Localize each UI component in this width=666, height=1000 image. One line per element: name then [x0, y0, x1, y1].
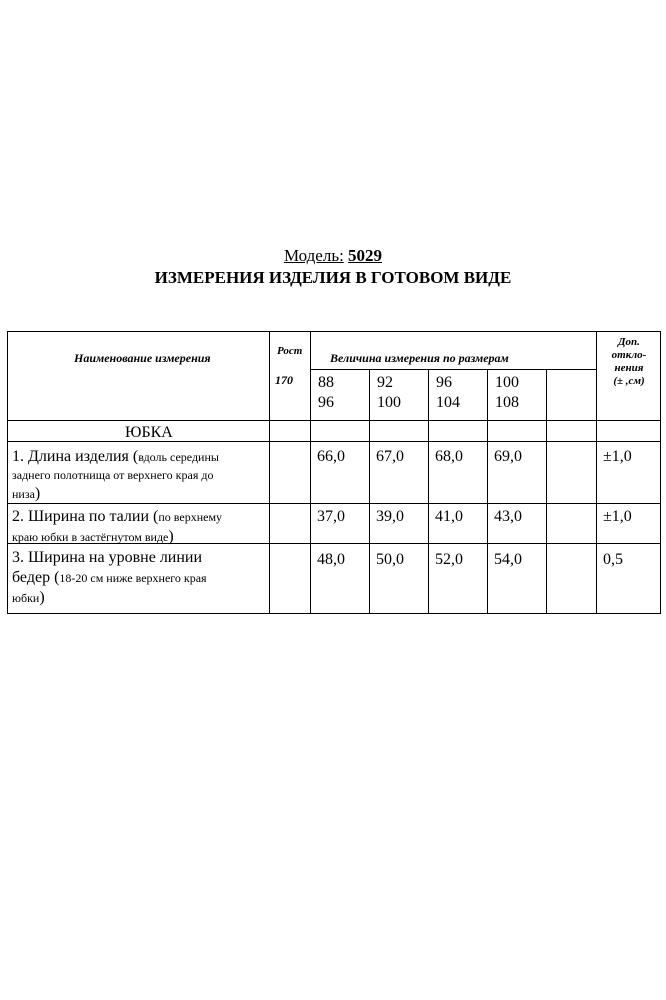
row-3-note-2: юбки [12, 591, 40, 605]
tolerance-line-4: (± ,см) [613, 375, 645, 387]
row-2-note-2: краю юбки в застёгнутом виде [12, 530, 169, 544]
row-2-note-1: по верхнему [158, 510, 223, 524]
row-1-note-1: вдоль середины [138, 450, 219, 464]
height-label: Рост [277, 345, 303, 357]
row-1-value-2: 67,0 [376, 448, 404, 465]
col-divider-tolerance [596, 331, 597, 614]
row-divider-section [7, 441, 661, 442]
row-1-tail: ) [34, 485, 41, 502]
col-divider-size-3 [487, 369, 488, 614]
size-3 [436, 373, 460, 413]
document-title: ИЗМЕРЕНИЯ ИЗДЕЛИЯ В ГОТОВОМ ВИДЕ [154, 268, 512, 287]
row-3-tolerance: 0,5 [603, 551, 623, 568]
tolerance-line-1: Доп. [618, 336, 640, 348]
col-divider-size-1 [369, 369, 370, 614]
row-1-value-3: 68,0 [435, 448, 463, 465]
row-2-value-2: 39,0 [376, 508, 404, 525]
col-divider-name [269, 331, 270, 614]
row-3-value-3: 52,0 [435, 551, 463, 568]
row-2-name [12, 507, 267, 547]
size-3-bottom: 104 [436, 394, 460, 411]
model-label: Модель: [283, 246, 344, 265]
row-3-name [12, 548, 267, 608]
row-2-tail: ) [168, 528, 174, 545]
row-3-value-1: 48,0 [317, 551, 345, 568]
size-1 [318, 373, 334, 413]
tolerance-header [599, 336, 659, 388]
size-1-top: 88 [318, 374, 334, 391]
col-divider-size-4 [546, 369, 547, 614]
document-heading [0, 246, 666, 288]
row-2-value-4: 43,0 [494, 508, 522, 525]
row-2-main: 2. Ширина по талии ( [12, 508, 159, 525]
section-label: ЮБКА [125, 424, 173, 441]
row-3-note-1: 18-20 см ниже верхнего края [59, 571, 207, 585]
model-line [0, 246, 666, 266]
row-2-tolerance: ±1,0 [603, 508, 632, 525]
tolerance-line-2: откло- [611, 349, 647, 361]
col-divider-size-2 [428, 369, 429, 614]
row-3-value-4: 54,0 [494, 551, 522, 568]
name-column-header: Наименование измерения [74, 351, 211, 365]
row-2-value-3: 41,0 [435, 508, 463, 525]
tolerance-line-3: нения [614, 362, 644, 374]
size-1-bottom: 96 [318, 394, 334, 411]
row-1-name [12, 447, 267, 504]
row-1-tolerance: ±1,0 [603, 448, 632, 465]
sizes-header: Величина измерения по размерам [330, 351, 509, 365]
height-value: 170 [275, 373, 293, 387]
row-1-value-4: 69,0 [494, 448, 522, 465]
row-1-value-1: 66,0 [317, 448, 345, 465]
row-3-main: 3. Ширина на уровне линии [12, 549, 203, 566]
row-3-value-2: 50,0 [376, 551, 404, 568]
size-2 [377, 373, 401, 413]
row-2-value-1: 37,0 [317, 508, 345, 525]
size-2-bottom: 100 [377, 394, 401, 411]
size-3-top: 96 [436, 374, 452, 391]
row-1-main: 1. Длина изделия ( [12, 448, 139, 465]
size-4-bottom: 108 [495, 394, 519, 411]
model-number: 5029 [348, 246, 383, 265]
row-1-note-3: низа [12, 487, 35, 501]
row-divider-header [7, 420, 661, 421]
row-3-tail: ) [39, 589, 45, 606]
row-3-main-2: бедер ( [12, 569, 60, 586]
row-divider-sizes [310, 369, 596, 370]
col-divider-height [310, 331, 311, 614]
size-4-top: 100 [495, 374, 519, 391]
row-1-note-2: заднего полотнища от верхнего края до [12, 468, 214, 482]
size-4 [495, 373, 519, 413]
size-2-top: 92 [377, 374, 393, 391]
